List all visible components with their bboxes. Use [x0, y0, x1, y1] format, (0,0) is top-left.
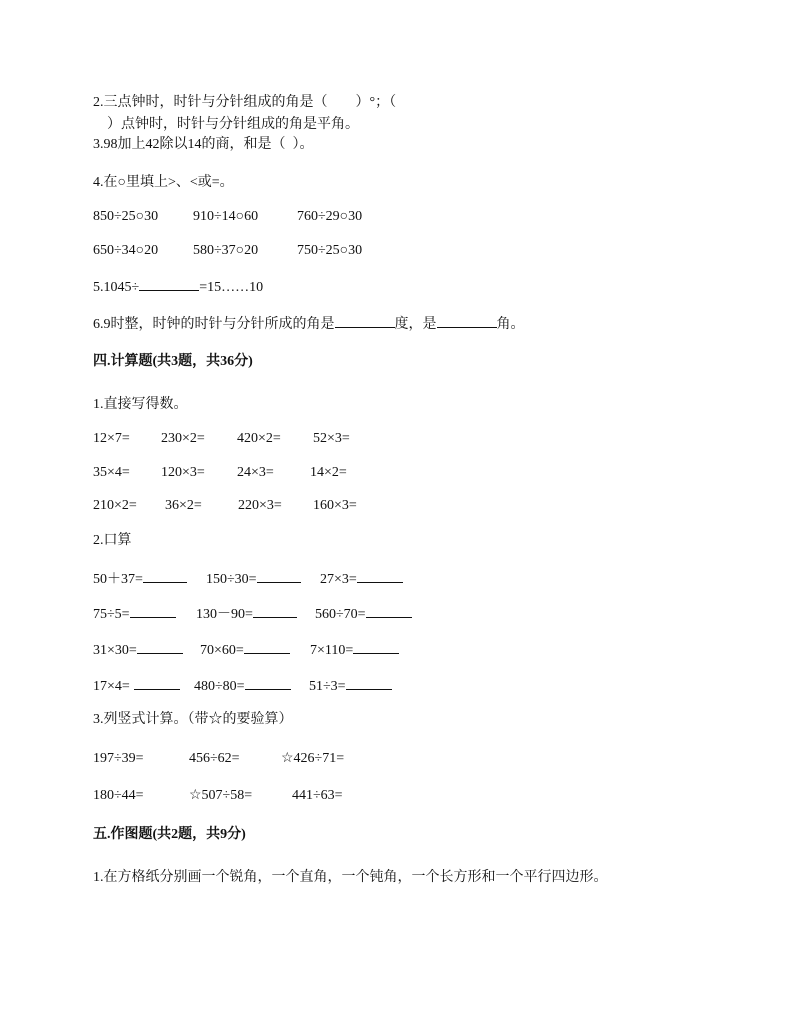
calc-item: 35×4=: [93, 465, 130, 480]
answer-blank[interactable]: [143, 568, 187, 583]
oral-item: 7×110=: [310, 639, 399, 660]
question-6-part2: 度，是: [394, 317, 437, 332]
answer-blank[interactable]: [366, 603, 412, 618]
answer-blank[interactable]: [137, 639, 183, 654]
calc-item: 36×2=: [165, 498, 202, 513]
compare-item: 650÷34○20: [93, 243, 159, 258]
answer-blank[interactable]: [253, 603, 297, 618]
answer-blank[interactable]: [257, 568, 301, 583]
oral-item: 17×4=: [93, 675, 180, 696]
question-4: 4.在○里填上>、<或=。: [93, 175, 234, 190]
answer-blank[interactable]: [245, 675, 291, 690]
vertical-calc-item: 441÷63=: [292, 788, 343, 803]
compare-item: 910÷14○60: [193, 209, 259, 224]
question-5-prefix: 5.1045÷: [93, 280, 140, 295]
answer-blank[interactable]: [437, 313, 497, 328]
calc-item: 12×7=: [93, 431, 130, 446]
oral-item: 50＋37=: [93, 568, 187, 589]
vertical-calc-item: 197÷39=: [93, 751, 144, 766]
section-4-q1-title: 1.直接写得数。: [93, 397, 188, 412]
calc-item: 230×2=: [161, 431, 205, 446]
oral-item: 130－90=: [196, 603, 297, 624]
question-6-part1: 6.9时整，时钟的时针与分针所成的角是: [93, 317, 335, 332]
answer-blank[interactable]: [335, 313, 395, 328]
question-3: 3.98加上42除以14的商，和是（ ）。: [93, 137, 314, 152]
section-4-heading: 四.计算题(共3题，共36分): [93, 354, 253, 369]
calc-item: 52×3=: [313, 431, 350, 446]
vertical-calc-item: 180÷44=: [93, 788, 144, 803]
answer-blank[interactable]: [244, 639, 290, 654]
answer-blank[interactable]: [130, 603, 176, 618]
question-2-line-1: 2.三点钟时，时针与分针组成的角是（ ）°；（: [93, 95, 397, 110]
vertical-calc-item: 456÷62=: [189, 751, 240, 766]
section-4-q2-title: 2.口算: [93, 533, 132, 548]
oral-item: 560÷70=: [315, 603, 412, 624]
calc-item: 120×3=: [161, 465, 205, 480]
vertical-calc-item: ☆507÷58=: [189, 788, 253, 803]
compare-item: 850÷25○30: [93, 209, 159, 224]
section-5-q1: 1.在方格纸分别画一个锐角，一个直角，一个钝角，一个长方形和一个平行四边形。: [93, 870, 608, 885]
answer-blank[interactable]: [134, 675, 180, 690]
vertical-calc-item: ☆426÷71=: [281, 751, 345, 766]
section-5-heading: 五.作图题(共2题，共9分): [93, 827, 246, 842]
calc-item: 210×2=: [93, 498, 137, 513]
question-6: [93, 313, 525, 334]
calc-item: 14×2=: [310, 465, 347, 480]
calc-item: 220×3=: [238, 498, 282, 513]
answer-blank[interactable]: [357, 568, 403, 583]
compare-item: 750÷25○30: [297, 243, 363, 258]
question-5-suffix: =15……10: [199, 280, 264, 295]
oral-item: 51÷3=: [309, 675, 392, 696]
calc-item: 24×3=: [237, 465, 274, 480]
question-5: [93, 276, 263, 297]
oral-item: 150÷30=: [206, 568, 301, 589]
question-2-line-2: ）点钟时，时针与分针组成的角是平角。: [93, 117, 359, 132]
oral-item: 31×30=: [93, 639, 183, 660]
section-4-q3-title: 3.列竖式计算。（带☆的要验算）: [93, 712, 293, 727]
compare-item: 580÷37○20: [193, 243, 259, 258]
oral-item: 75÷5=: [93, 603, 176, 624]
compare-item: 760÷29○30: [297, 209, 363, 224]
answer-blank[interactable]: [139, 276, 199, 291]
answer-blank[interactable]: [346, 675, 392, 690]
answer-blank[interactable]: [353, 639, 399, 654]
calc-item: 160×3=: [313, 498, 357, 513]
oral-item: 27×3=: [320, 568, 403, 589]
oral-item: 70×60=: [200, 639, 290, 660]
question-6-part3: 角。: [496, 317, 525, 332]
oral-item: 480÷80=: [194, 675, 291, 696]
calc-item: 420×2=: [237, 431, 281, 446]
